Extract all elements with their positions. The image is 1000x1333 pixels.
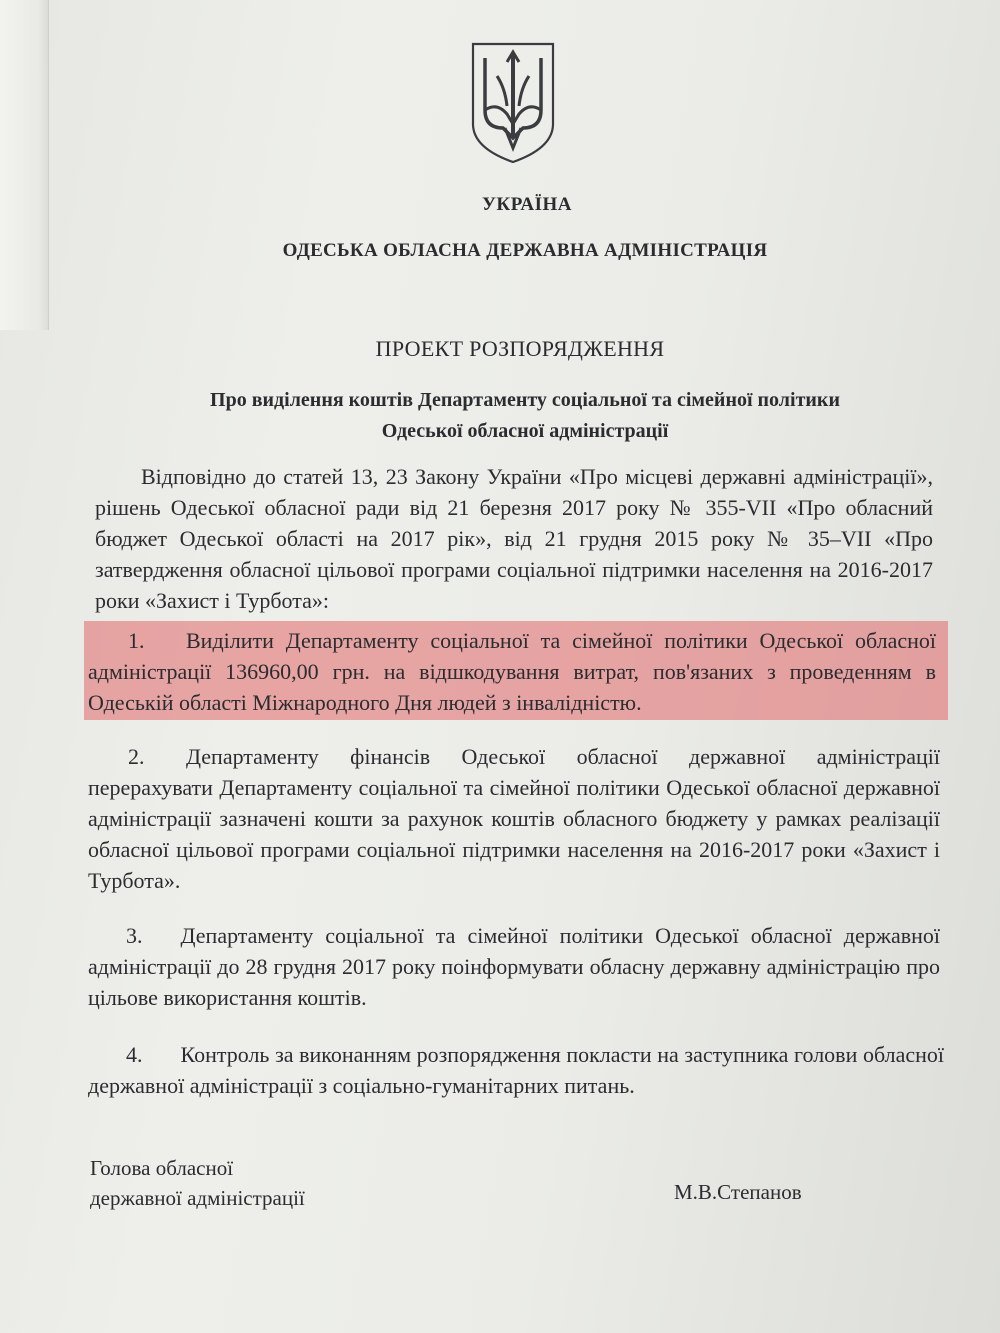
item-3-paragraph [88,920,940,1013]
item-2-text: Департаменту фінансів Одеської обласної державної адміністрації перерахувати Департаменту соціальної та сімейної політики Одеської обласної державної адміністрації зазначені кошти за рахунок коштів обласного бюджету у рамках реалізації обласної цільової програми соціальної підтримки населення на 2016-2017 роки «Захист і Турбота». [88,744,940,893]
item-2-number: 2. [128,744,145,769]
item-3-text: Департаменту соціальної та сімейної політики Одеської обласної державної адміністрації до 28 грудня 2017 року поінформувати обласну державну адміністрацію про цільове використання коштів. [88,923,940,1010]
intro-paragraph [95,461,933,616]
item-4-text: Контроль за виконанням розпорядження покласти на заступника голови обласної державної адміністрації з соціально-гуманітарних питань. [88,1042,944,1098]
subject-line-1: Про виділення коштів Департаменту соціальної та сімейної політики [210,389,840,411]
item-4-number: 4. [126,1042,143,1067]
item-4-paragraph [88,1039,944,1101]
item-1-number: 1. [128,628,145,653]
document-subject [25,385,1000,447]
underlying-page-fold [0,0,49,330]
signatory-title [90,1153,305,1213]
item-2-paragraph [88,741,940,896]
subject-line-2: Одеської обласної адміністрації [381,420,669,442]
item-1-text: Виділити Департаменту соціальної та сімейної політики Одеської обласної адміністрації 136960,00 грн. на відшкодування витрат, пов'язаних з проведенням в Одеській області Міжнародного Дня людей з інвалідністю. [88,628,936,715]
intro-text: Відповідно до статей 13, 23 Закону України «Про місцеві державні адміністрації», рішень Одеської обласної ради від 21 березня 2017 року № 355-VII «Про обласний бюджет Одеської області на 2017 рік», від 21 грудня 2015 року № 35–VII «Про затвердження обласної цільової програми соціальної підтримки населення на 2016-2017 роки «Захист і Турбота»: [95,464,933,613]
country-heading: УКРАЇНА [481,194,572,215]
document-type-title: ПРОЕКТ РОЗПОРЯДЖЕННЯ [375,336,665,361]
item-3-number: 3. [126,923,143,948]
item-1-paragraph [88,625,936,718]
trident-coat-of-arms-icon [467,40,559,165]
signatory-title-line-1: Голова обласної [90,1156,234,1180]
signatory-title-line-2: державної адміністрації [90,1186,305,1210]
administration-heading: ОДЕСЬКА ОБЛАСНА ДЕРЖАВНА АДМІНІСТРАЦІЯ [282,240,768,261]
signatory-name: М.В.Степанов [674,1180,802,1204]
